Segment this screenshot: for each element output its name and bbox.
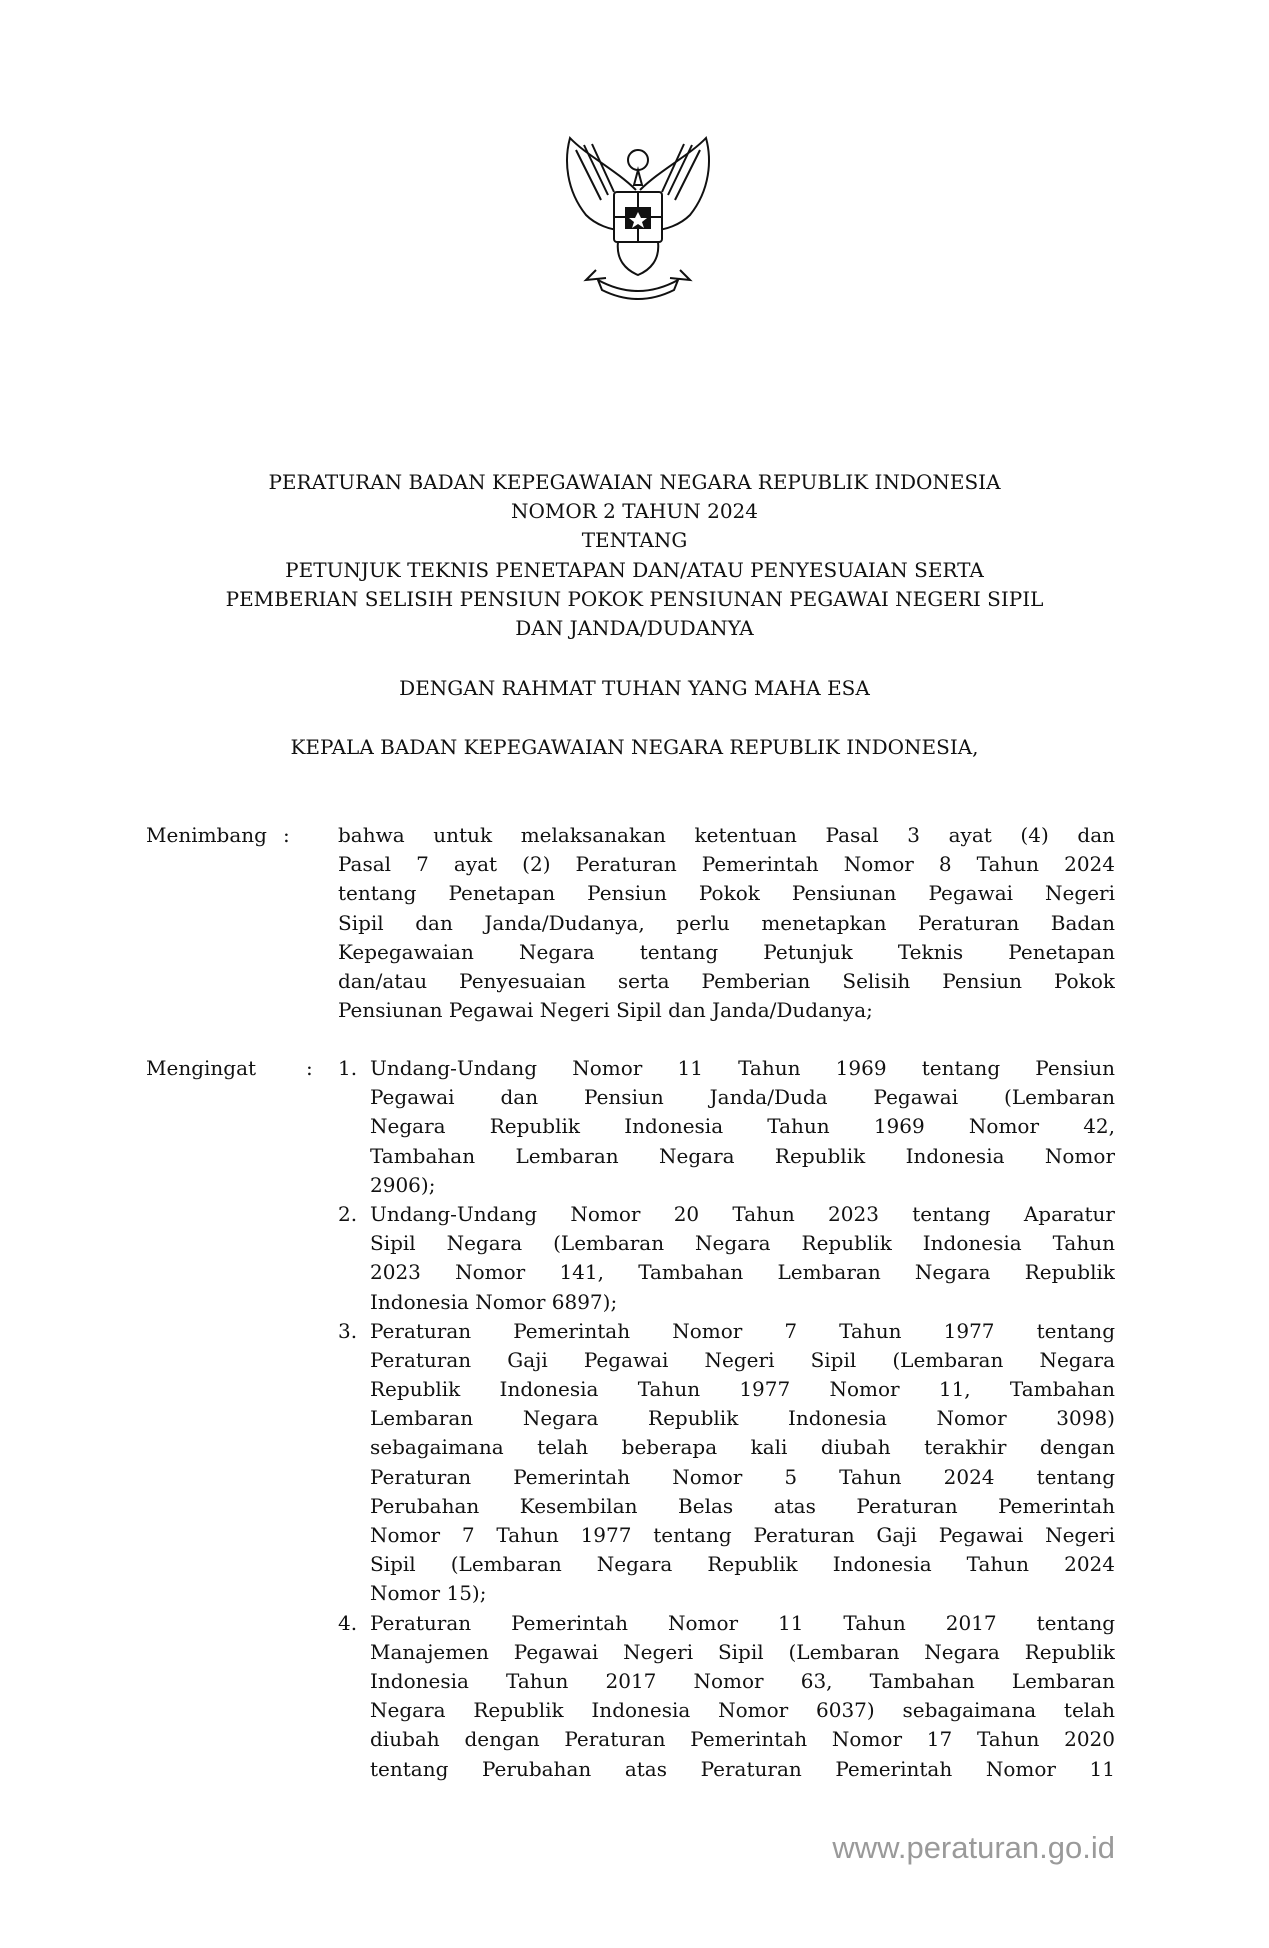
item-number: 1. bbox=[338, 1056, 358, 1080]
text-line: Negara Republik Indonesia Tahun 1969 Nomor 42, bbox=[370, 1114, 1115, 1139]
text-line: tentang Perubahan atas Peraturan Pemerintah Nomor 11 bbox=[370, 1756, 1115, 1781]
mengingat-list bbox=[338, 1054, 1115, 1784]
mengingat-colon: : bbox=[306, 1056, 313, 1080]
text-line: Undang-Undang Nomor 11 Tahun 1969 tentang Pensiun bbox=[370, 1056, 1115, 1080]
text-line: Tambahan Lembaran Negara Republik Indonesia Nomor bbox=[370, 1143, 1115, 1168]
title-line: NOMOR 2 TAHUN 2024 bbox=[510, 499, 758, 524]
text-line: Pasal 7 ayat (2) Peraturan Pemerintah Nomor 8 Tahun 2024 bbox=[338, 852, 1115, 877]
text-line: Pensiunan Pegawai Negeri Sipil dan Janda/Dudanya; bbox=[338, 998, 873, 1023]
list-item bbox=[338, 1054, 1115, 1200]
source-watermark-link[interactable]: www.peraturan.go.id bbox=[832, 1830, 1115, 1865]
menimbang-label: Menimbang bbox=[146, 823, 267, 847]
title-line: PETUNJUK TEKNIS PENETAPAN DAN/ATAU PENYESUAIAN SERTA bbox=[285, 557, 984, 582]
text-line: Kepegawaian Negara tentang Petunjuk Teknis Penetapan bbox=[338, 939, 1115, 964]
text-line: diubah dengan Peraturan Pemerintah Nomor 17 Tahun 2020 bbox=[370, 1727, 1115, 1752]
text-line: bahwa untuk melaksanakan ketentuan Pasal 3 ayat (4) dan bbox=[338, 823, 1115, 847]
document-title bbox=[0, 468, 1269, 643]
text-line: 2906); bbox=[370, 1172, 436, 1197]
menimbang-text bbox=[338, 821, 1115, 1025]
title-line: DAN JANDA/DUDANYA bbox=[515, 616, 754, 641]
text-line: sebagaimana telah beberapa kali diubah terakhir dengan bbox=[370, 1435, 1115, 1460]
menimbang-colon: : bbox=[283, 823, 290, 847]
text-line: tentang Penetapan Pensiun Pokok Pensiunan Pegawai Negeri bbox=[338, 881, 1115, 906]
text-line: Peraturan Pemerintah Nomor 11 Tahun 2017 tentang bbox=[370, 1610, 1115, 1635]
list-item bbox=[338, 1609, 1115, 1784]
text-line: Indonesia Nomor 6897); bbox=[370, 1289, 618, 1314]
title-line: PERATURAN BADAN KEPEGAWAIAN NEGARA REPUBLIK INDONESIA bbox=[268, 470, 1001, 494]
garuda-emblem-icon bbox=[556, 130, 720, 306]
text-line: Perubahan Kesembilan Belas atas Peraturan Pemerintah bbox=[370, 1493, 1115, 1518]
text-line: Nomor 7 Tahun 1977 tentang Peraturan Gaji Pegawai Negeri bbox=[370, 1523, 1115, 1547]
text-line: Undang-Undang Nomor 20 Tahun 2023 tentang Aparatur bbox=[370, 1201, 1115, 1226]
text-line: Negara Republik Indonesia Nomor 6037) sebagaimana telah bbox=[370, 1698, 1115, 1723]
text-line: Sipil (Lembaran Negara Republik Indonesia Tahun 2024 bbox=[370, 1552, 1115, 1577]
text-line: Peraturan Pemerintah Nomor 7 Tahun 1977 tentang bbox=[370, 1318, 1115, 1343]
item-number: 2. bbox=[338, 1201, 358, 1226]
text-line: Lembaran Negara Republik Indonesia Nomor 3098) bbox=[370, 1406, 1115, 1431]
text-line: Sipil Negara (Lembaran Negara Republik Indonesia Tahun bbox=[370, 1231, 1115, 1256]
text-line: Peraturan Pemerintah Nomor 5 Tahun 2024 tentang bbox=[370, 1464, 1115, 1489]
text-line: Sipil dan Janda/Dudanya, perlu menetapkan Peraturan Badan bbox=[338, 910, 1115, 935]
text-line: Pegawai dan Pensiun Janda/Duda Pegawai (Lembaran bbox=[370, 1085, 1115, 1110]
text-line: Republik Indonesia Tahun 1977 Nomor 11, Tambahan bbox=[370, 1377, 1115, 1402]
item-number: 3. bbox=[338, 1318, 358, 1343]
invocation: DENGAN RAHMAT TUHAN YANG MAHA ESA bbox=[399, 676, 870, 700]
text-line: Manajemen Pegawai Negeri Sipil (Lembaran Negara Republik bbox=[370, 1639, 1115, 1664]
title-line: TENTANG bbox=[581, 528, 688, 553]
authority: KEPALA BADAN KEPEGAWAIAN NEGARA REPUBLIK INDONESIA, bbox=[290, 735, 979, 759]
title-line: PEMBERIAN SELISIH PENSIUN POKOK PENSIUNAN PEGAWAI NEGERI SIPIL bbox=[225, 586, 1044, 611]
mengingat-label: Mengingat bbox=[146, 1056, 257, 1080]
list-item bbox=[338, 1317, 1115, 1609]
text-line: Nomor 15); bbox=[370, 1581, 487, 1606]
text-line: dan/atau Penyesuaian serta Pemberian Selisih Pensiun Pokok bbox=[338, 968, 1115, 993]
text-line: Indonesia Tahun 2017 Nomor 63, Tambahan Lembaran bbox=[370, 1668, 1115, 1693]
text-line: 2023 Nomor 141, Tambahan Lembaran Negara Republik bbox=[370, 1260, 1115, 1285]
item-number: 4. bbox=[338, 1610, 358, 1635]
list-item bbox=[338, 1200, 1115, 1317]
text-line: Peraturan Gaji Pegawai Negeri Sipil (Lembaran Negara bbox=[370, 1347, 1115, 1372]
